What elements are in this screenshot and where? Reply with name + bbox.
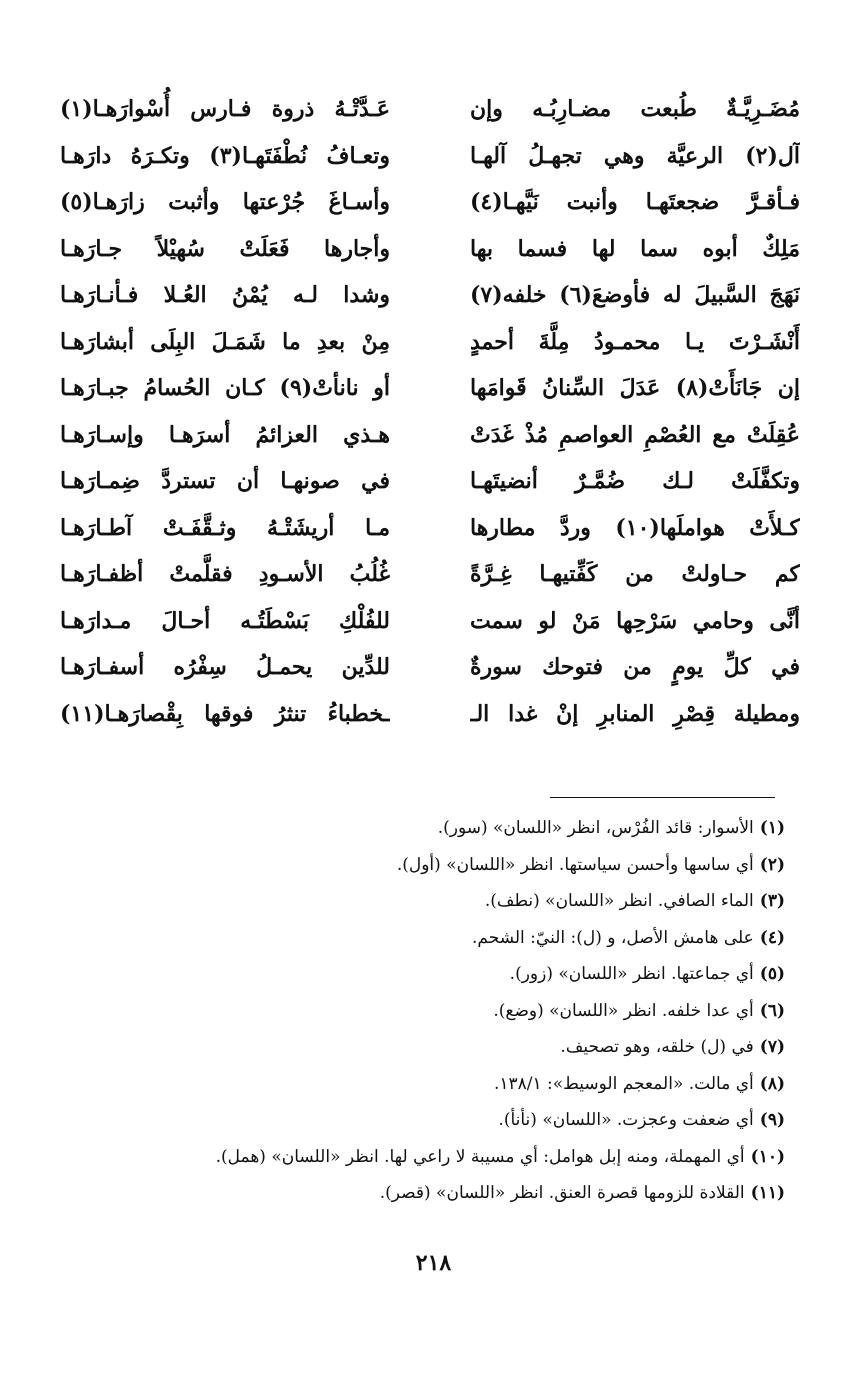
footnote-number: (٢) xyxy=(759,854,785,875)
footnote xyxy=(65,883,785,920)
verse-left-3: وأسـاغَ جُرْعتها وأثبت زارَهـا(٥) xyxy=(60,189,390,215)
verse-left-10: مـا أريشَتْـهُ وثـقَّفَـتْ آطـارَهـا xyxy=(60,514,390,541)
footnote xyxy=(65,920,785,957)
footnote xyxy=(65,1066,785,1103)
footnote xyxy=(65,993,785,1030)
footnote-text: الأسوار: قائد الفُرْس، انظر «اللسان» (سور). xyxy=(437,818,754,838)
footnote-number: (٦) xyxy=(759,1000,785,1021)
verse-left-9: في صونهـا أن تستردَّ ضِمـارَهـا xyxy=(60,468,390,494)
poem-right-column xyxy=(470,86,800,737)
footnote-text: أي مالت. «المعجم الوسيط»: ١٣٨/١. xyxy=(493,1073,754,1094)
verse-left-5: وشدا لـه يُمْنُ العُـلا فـأنـارَهـا xyxy=(60,282,390,308)
verse-right-8: عُقِلَتْ مع العُصْمِ العواصمِ مُذْ غَدَتْ xyxy=(470,421,800,448)
footnote xyxy=(65,1139,785,1176)
footnote-number: (٥) xyxy=(759,964,785,984)
footnote-text: في (ل) خلقه، وهو تصحيف. xyxy=(560,1037,754,1057)
verse-left-7: أو نانأتْ(٩) كـان الحُسامُ جبـارَهـا xyxy=(60,375,390,401)
footnote-number: (٩) xyxy=(759,1110,785,1130)
verse-left-13: للدِّين يحمـلُ سِفْرُه أسفـارَهـا xyxy=(60,654,390,680)
verse-right-5: نَهَجَ السَّبيلَ له فأوضعَ(٦) خلفه(٧) xyxy=(470,282,800,308)
footnote-separator xyxy=(550,797,775,798)
footnote xyxy=(65,956,785,993)
footnote-text: القلادة للزومها قصرة العنق. انظر «اللسان» (قصر). xyxy=(379,1183,745,1203)
footnote xyxy=(65,1175,785,1212)
verse-right-1: مُضَـرِيَّـةٌ طُبعت مضـارِبُـه وإن xyxy=(470,96,800,122)
verse-right-9: وتكفَّلَتْ لـك ضُمَّـرٌ أنضيتَهـا xyxy=(470,468,800,494)
verse-left-2: وتعـافُ نُطْفَتَهـا(٣) وتكـرَهُ دارَهـا xyxy=(60,142,390,169)
footnote-number: (١) xyxy=(759,818,785,838)
footnote-text: أي عدا خلفه. انظر «اللسان» (وضع). xyxy=(493,1000,754,1021)
footnote-text: أي جماعتها. انظر «اللسان» (زور). xyxy=(509,964,754,984)
verse-right-4: مَلِكٌ أبوه سما لها فسما بها xyxy=(470,235,800,262)
page-number: ٢١٨ xyxy=(415,1250,452,1276)
footnote-text: على هامش الأصل، و (ل): النيّ: الشحم. xyxy=(472,927,754,948)
footnote-text: أي المهملة، ومنه إبل هوامل: أي مسيبة لا راعي لها. انظر «اللسان» (همل). xyxy=(215,1146,745,1167)
footnote-number: (١١) xyxy=(750,1183,785,1203)
verse-left-14: ـخطباءُ تنثرُ فوقها بِقْصارَهـا(١١) xyxy=(60,700,390,727)
verse-left-8: هـذي العزائمُ أسرَهـا وإسـارَهـا xyxy=(60,421,390,448)
footnote-text: الماء الصافي. انظر «اللسان» (نطف). xyxy=(484,891,754,911)
verse-right-10: كـلأَتْ هواملَها(١٠) وردَّ مطارها xyxy=(470,514,800,541)
footnote-number: (١٠) xyxy=(750,1146,785,1167)
verse-right-3: فـأقـرَّ ضجعتَهـا وأنبت نَيَّهـا(٤) xyxy=(470,189,800,215)
verse-right-12: أنَّى وحامي سَرْحِها مَنْ لو سمت xyxy=(470,607,800,634)
footnote-text: أي ضعفت وعجزت. «اللسان» (نأنأ). xyxy=(498,1110,754,1130)
footnote-number: (٨) xyxy=(759,1073,785,1094)
verse-left-4: وأجارها فَعَلَتْ سُهيْلاً جـارَهـا xyxy=(60,235,390,262)
verse-right-7: إن جَانَأَتْ(٨) عَدَلَ السِّنانُ قَوامَها xyxy=(470,375,800,401)
poem xyxy=(60,86,800,756)
verse-right-13: في كلِّ يومٍ من فتوحك سورةٌ xyxy=(470,654,800,680)
verse-right-14: ومطيلة قِصْرِ المنابرِ إنْ غدا الـ xyxy=(470,700,800,727)
footnote xyxy=(65,1029,785,1066)
footnote xyxy=(65,847,785,884)
footnote-number: (٤) xyxy=(759,927,785,948)
poem-left-column xyxy=(60,86,390,737)
verse-left-12: للفُلْكِ بَسْطَتُـه أحـالَ مـدارَهـا xyxy=(60,607,390,634)
verse-right-2: آل(٢) الرعيَّة وهي تجهـلُ آلهـا xyxy=(470,142,800,169)
footnotes xyxy=(65,810,785,1212)
footnote-number: (٧) xyxy=(759,1037,785,1057)
verse-left-11: غُلُبُ الأسـودِ فقلَّمتْ أظفـارَهـا xyxy=(60,561,390,587)
verse-right-6: أَنْشَـرْتَ يـا محمـودُ مِلَّةَ أحمدٍ xyxy=(470,328,800,355)
verse-left-1: عَـدَّتْـهُ ذروة فـارس أُسْوارَهـا(١) xyxy=(60,96,390,122)
verse-right-11: كم حـاولتْ من كَفِّتيهـا غِـرَّةً xyxy=(470,561,800,587)
verse-left-6: مِنْ بعدِ ما شَمَـلَ البِلَى أبشارَهـا xyxy=(60,328,390,355)
footnote xyxy=(65,1102,785,1139)
footnote-text: أي ساسها وأحسن سياستها. انظر «اللسان» (أول). xyxy=(396,854,754,875)
footnote-number: (٣) xyxy=(759,891,785,911)
footnote xyxy=(65,810,785,847)
